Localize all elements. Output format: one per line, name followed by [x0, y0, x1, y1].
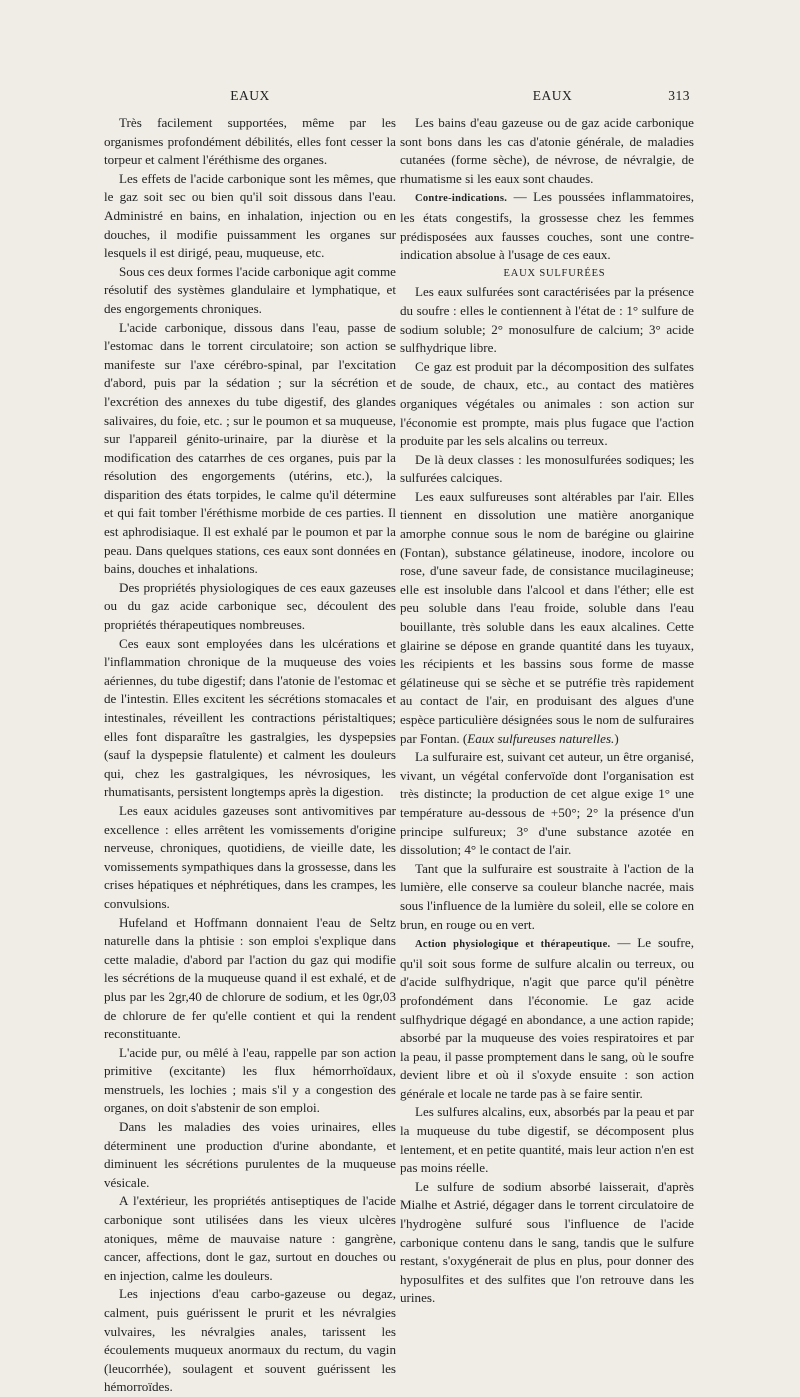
run-in-heading: Contre-indications. — [415, 193, 508, 205]
paragraph: Les injections d'eau carbo-gazeuse ou degaz, calment, puis guérissent le prurit et les névralgies vulvaires, les névralgies anales, tarissent les écoulements muqueux anormaux du rectum, du vagin (leucorrhée), soulagent et souvent guérissent les hémorroïdes. — [104, 1286, 396, 1395]
paragraph: Les bains d'eau gazeuse ou de gaz acide carbonique sont bons dans les cas d'atonie générale, de maladies cutanées (forme sèche), de névrose, de névralgie, de rhumatisme si les eaux sont chaudes. — [400, 115, 694, 186]
running-head-left: EAUX — [230, 88, 270, 103]
paragraph-action — [400, 934, 694, 1103]
left-column — [104, 114, 396, 1397]
section-title: EAUX SULFURÉES — [503, 267, 606, 279]
paragraph: Les eaux acidules gazeuses sont antivomitives par excellence : elles arrêtent les vomissements d'origine nerveuse, chroniques, quotidiens, de vieille date, les vomissements sympathiques dans la grossesse, dans les crises hépatiques et néphrétiques, dans les crampes, les convulsions. — [104, 802, 396, 911]
paragraph-text: Les eaux sulfureuses sont altérables par l'air. Elles tiennent en dissolution une matière anorganique amorphe connue sous le nom de barégine ou glairine (Fontan), substance gélatineuse, inodore, incolore ou rose, d'une saveur fade, de consistance mucilagineuse; elle est insoluble dans l'alcool et dans l'éther; elle est peu soluble dans l'eau froide, soluble dans l'eau bouillante, très soluble dans les eaux alcalines. Cette glairine se dépose en grande quantité dans les tuyaux, les récipients et les bassins sous forme de masse gélatineuse qui se sèche et se putréfie très rapidement au contact de l'air, en produisant des algues d'une espèce particulière désignées sous le nom de sulfuraires par Fontan. ( — [400, 488, 694, 746]
paragraph — [400, 488, 694, 748]
running-head-right: EAUX — [532, 88, 573, 103]
paragraph: Tant que la sulfuraire est soustraite à l'action de la lumière, elle conserve sa couleur blanche nacrée, mais sous l'influence de la lumière du soleil, elle se colore en brun, en rouge ou en vert. — [400, 860, 694, 932]
paragraph: Très facilement supportées, même par les organismes profondément débilités, elles font cesser la torpeur et calment l'éréthisme des organes. — [104, 115, 396, 168]
right-column — [400, 114, 694, 1308]
paragraph-text: — Le soufre, qu'il soit sous forme de sulfure alcalin ou terreux, ou d'acide sulfhydrique, n'agit que parce qu'il pénètre profondément dans l'économie. Le gaz acide sulfhydrique dégagé en abondance, a une action rapide; absorbé par la muqueuse des voies respiratoires et par la peau, il passe promptement dans le sang, où le soufre devient libre et où il s'oxyde ensuite : son action générale et locale ne tarde pas à se faire sentir. — [400, 935, 694, 1101]
paragraph: Les sulfures alcalins, eux, absorbés par la peau et par la muqueuse du tube digestif, se décomposent plus lentement, et en petite quantité, mais leur action n'en est pas moins réelle. — [400, 1104, 694, 1176]
paragraph-contre-indications — [400, 188, 694, 264]
paragraph: Les eaux sulfurées sont caractérisées par la présence du soufre : elles le contiennent à l'état de : 1° sulfure de sodium soluble; 2° monosulfure de calcium; 3° acide sulfhydrique libre. — [400, 284, 694, 356]
paragraph: Hufeland et Hoffmann donnaient l'eau de Seltz naturelle dans la phtisie : son emploi s'explique dans cette maladie, d'abord par l'action du gaz qui modifie les sécrétions de la muqueuse quand il est exhalé, et de plus par les 2gr,40 de chlorure de sodium, et les 0gr,03 de chlorure de fer qu'elle contient et qui la rendent reconstituante. — [104, 914, 396, 1042]
paragraph: Ces eaux sont employées dans les ulcérations et l'inflammation chronique de la muqueuse des voies aériennes, du tube digestif; dans l'atonie de l'estomac et de l'intestin. Elles excitent les sécrétions stomacales et intestinales, réveillent les contractions péristaltiques; elles font disparaître les gastralgies, les dyspepsies (sauf la dyspepsie flatulente) et calment les douleurs qui, chez les gastralgiques, les névrosiques, les rhumatisants, persistent longtemps après la digestion. — [104, 635, 396, 800]
citation-title: Eaux sulfureuses naturelles. — [467, 730, 615, 746]
paragraph: De là deux classes : les monosulfurées sodiques; les sulfurées calciques. — [400, 451, 694, 486]
paragraph: Sous ces deux formes l'acide carbonique agit comme résolutif des systèmes glandulaire et lymphatique, et des engorgements chroniques. — [104, 263, 396, 316]
paragraph-text: — Les poussées inflammatoires, les états congestifs, la grossesse chez les femmes prédisposées aux fausses couches, sont une contre-indication absolue à l'usage de ces eaux. — [400, 189, 694, 263]
run-in-heading: Action physiologique et thérapeutique. — [415, 939, 611, 951]
paragraph: Ce gaz est produit par la décomposition des sulfates de soude, de chaux, etc., au contact des matières organiques végétales ou animales : son action sur l'économie est prompte, mais plus fugace que l'action produite par les sels alcalins ou terreux. — [400, 358, 694, 449]
paragraph: L'acide carbonique, dissous dans l'eau, passe de l'estomac dans le torrent circulatoire; son action se manifeste sur l'axe cérébro-spinal, par l'excitation d'abord, puis par la sédation ; sur la sécrétion et l'excrétion des annexes du tube digestif, des glandes salivaires, du foie, etc. ; sur le poumon et sa muqueuse, sur l'appareil génito-urinaire, par la diurèse et la modification des catarrhes de ces organes, puis par la résolution des engorgements (utérins, etc.), la disparition des états torpides, le calme qu'il détermine et qui fait tomber l'éréthisme morbide de ces parties. Il est aphrodisiaque. Il est exhalé par le poumon et par la peau. Dans quelques stations, ces eaux sont données en bains, douches et inhalations. — [104, 319, 396, 577]
paragraph: La sulfuraire est, suivant cet auteur, un être organisé, vivant, un végétal confervoïde dont l'organisation est très distincte; la production de cet algue exige 1° une température au-dessous de +50°; 2° la présence d'un principe sulfureux; 3° d'une substance azotée en dissolution; 4° le contact de l'air. — [400, 749, 694, 858]
page-number: 313 — [668, 88, 690, 103]
paragraph: A l'extérieur, les propriétés antiseptiques de l'acide carbonique sont utilisées dans les vieux ulcères atoniques, même de mauvaise nature : gangrène, cancer, affections, dont le gaz, surtout en douches ou en injection, calme les douleurs. — [104, 1193, 396, 1283]
paragraph: Dans les maladies des voies urinaires, elles déterminent une production d'urine abondante, et diminuent les sécrétions purulentes de la muqueuse vésicale. — [104, 1119, 396, 1190]
paragraph: L'acide pur, ou mêlé à l'eau, rappelle par son action primitive (excitante) les flux hémorrhoïdaux, menstruels, les lochies ; mais s'il y a congestion des organes, on doit s'abstenir de son emploi. — [104, 1044, 396, 1116]
paragraph: Le sulfure de sodium absorbé laisserait, d'après Mialhe et Astrié, dégager dans le torrent circulatoire de l'hydrogène sulfuré sous l'influence de l'acide carbonique contenu dans le sang, tandis que le sulfure restant, s'oxygénerait de plus en plus, pour donner des hyposulfites et des sulfites que l'on retrouve dans les urines. — [400, 1178, 694, 1306]
paragraph-text-end: ) — [614, 730, 619, 746]
paragraph: Les effets de l'acide carbonique sont les mêmes, que le gaz soit sec ou bien qu'il soit dissous dans l'eau. Administré en bains, en inhalation, injection ou en douches, il modifie puissamment les organes sur lesquels il est dirigé, peau, muqueuse, etc. — [104, 170, 396, 261]
paragraph: Des propriétés physiologiques de ces eaux gazeuses ou du gaz acide carbonique sec, découlent des propriétés thérapeutiques nombreuses. — [104, 579, 396, 633]
